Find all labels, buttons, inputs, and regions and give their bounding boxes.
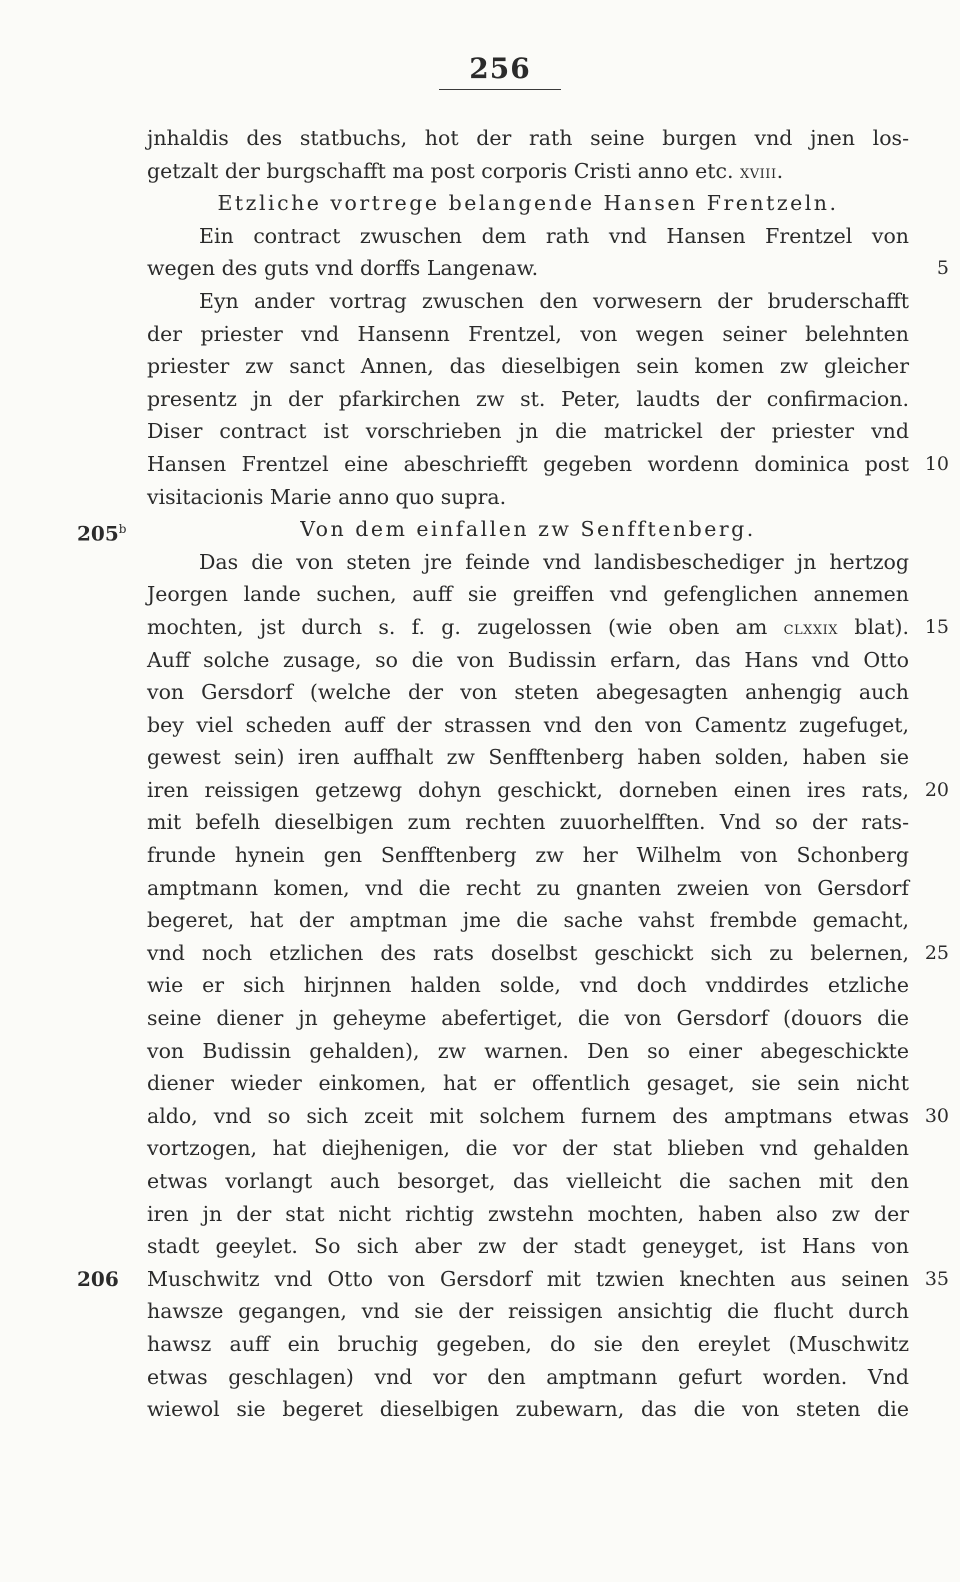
line-text: jnhaldis des statbuchs, hot der rath seine burgen vnd jnen los-	[147, 126, 909, 150]
line-text: seine diener jn geheyme abefertiget, die von Gersdorf (douors die	[147, 1006, 909, 1031]
text-line	[147, 937, 949, 970]
text-line	[147, 155, 909, 188]
text-line	[147, 806, 909, 839]
line-text: visitacionis Marie anno quo supra.	[147, 484, 507, 509]
line-text: amptmann komen, vnd die recht zu gnanten zweien von Gersdorf	[147, 875, 909, 900]
text-line	[147, 252, 949, 285]
text-line	[147, 1361, 909, 1394]
line-text: mit befelh dieselbigen zum rechten zuuorhelfften. Vnd so der rats-	[147, 810, 909, 835]
line-text: etwas geschlagen) vnd vor den amptmann gefurt worden. Vnd	[147, 1364, 909, 1389]
text-line	[147, 741, 909, 774]
line-text: wegen des guts vnd dorffs Langenaw.	[147, 256, 539, 281]
margin-folio-side: b	[118, 522, 127, 537]
margin-folio-mark	[77, 513, 126, 550]
text-line	[147, 904, 909, 937]
text-line	[147, 1230, 909, 1263]
line-text: stadt geeylet. So sich aber zw der stadt geneyget, ist Hans von	[147, 1234, 909, 1259]
line-text: Etzliche vortrege belangende Hansen Frentzeln.	[217, 191, 839, 216]
line-text: iren jn der stat nicht richtig zwstehn mochten, haben also zw der	[147, 1201, 909, 1226]
line-text: vnd noch etzlichen des rats doselbst geschickt sich zu belernen,	[147, 940, 909, 965]
text-line	[147, 1295, 909, 1328]
text-line	[147, 969, 909, 1002]
page-header	[0, 52, 960, 90]
line-text: etwas vorlangt auch besorget, das vielleicht die sachen mit den	[147, 1169, 909, 1193]
line-text: begeret, hat der amptman jme die sache vahst frembde gemacht,	[147, 908, 909, 933]
line-number: 10	[924, 452, 949, 475]
text-line	[147, 350, 909, 383]
text-line	[77, 1263, 949, 1296]
line-text: Hansen Frentzel eine abeschriefft gegeben wordenn dominica post	[147, 451, 909, 476]
text-line	[147, 481, 909, 514]
line-number: 5	[936, 257, 949, 280]
line-text: iren reissigen getzewg dohyn geschickt, dorneben einen ires rats,	[147, 777, 909, 802]
line-text: bey viel scheden auff der strassen vnd den von Camentz zugefuget,	[147, 712, 909, 737]
text-line	[147, 839, 909, 872]
line-number: 20	[924, 778, 949, 801]
line-text: Das die von steten jre feinde vnd landisbeschediger jn hertzog	[199, 549, 909, 574]
text-line	[147, 644, 909, 677]
line-text: hawsz auff ein bruchig gegeben, do sie den ereylet (Muschwitz	[147, 1331, 909, 1356]
line-number: 15	[924, 615, 949, 638]
line-text: frunde hynein gen Senfftenberg zw her Wilhelm von Schonberg	[147, 843, 909, 868]
line-number: 30	[924, 1104, 949, 1127]
line-number: 25	[924, 941, 949, 964]
line-text: Diser contract ist vorschrieben jn die matrickel der priester vnd	[147, 419, 909, 444]
text-line	[147, 383, 909, 416]
line-text: Auff solche zusage, so die von Budissin erfarn, das Hans vnd Otto	[147, 647, 909, 672]
line-text: Ein contract zwuschen dem rath vnd Hansen Frentzel von	[199, 223, 909, 248]
line-text: presentz jn der pfarkirchen zw st. Peter, laudts der confirmacion.	[147, 386, 909, 411]
text-line	[147, 1328, 909, 1361]
line-text: gewest sein) iren auffhalt zw Senfftenberg haben solden, haben sie	[147, 745, 909, 770]
text-line	[147, 1132, 909, 1165]
text-line	[147, 1002, 909, 1035]
text-line	[147, 1393, 909, 1426]
text-line	[147, 318, 909, 351]
text-line	[147, 1100, 949, 1133]
text-line	[147, 448, 949, 481]
text-line	[147, 1035, 909, 1068]
line-text: mochten, jst durch s. f. g. zugelossen (wie oben am CLXXIX blat).	[147, 614, 909, 639]
line-text: Muschwitz vnd Otto von Gersdorf mit tzwien knechten aus seinen	[147, 1266, 909, 1291]
text-line	[147, 122, 909, 155]
line-text: Jeorgen lande suchen, auff sie greiffen vnd gefenglichen annemen	[147, 582, 909, 607]
text-line	[147, 1165, 909, 1198]
text-line	[147, 220, 909, 253]
text-line	[147, 611, 949, 644]
line-text: priester zw sanct Annen, das dieselbigen sein komen zw gleicher	[147, 354, 909, 379]
section-heading	[147, 187, 909, 220]
line-text: diener wieder einkomen, hat er offentlich gesaget, sie sein nicht	[147, 1071, 909, 1096]
line-text: getzalt der burgschafft ma post corporis Cristi anno etc. XVIII.	[147, 158, 784, 183]
section-heading	[77, 513, 909, 546]
page-number: 256	[439, 52, 560, 90]
text-line	[147, 709, 909, 742]
line-number: 35	[924, 1267, 949, 1290]
line-text: wie er sich hirjnnen halden solde, vnd doch vnddirdes etzliche	[147, 973, 909, 998]
line-text: Eyn ander vortrag zwuschen den vorwesern der bruderschafft	[199, 288, 909, 313]
line-text: wiewol sie begeret dieselbigen zubewarn, das die von steten die	[147, 1397, 909, 1422]
text-line	[147, 1198, 909, 1231]
body-text	[77, 122, 949, 1426]
text-line	[147, 578, 909, 611]
text-line	[147, 774, 949, 807]
line-text: von Budissin gehalden), zw warnen. Den so einer abegeschickte	[147, 1038, 909, 1063]
text-line	[147, 872, 909, 905]
text-line	[147, 546, 909, 579]
line-text: von Gersdorf (welche der von steten abegesagten anhengig auch	[147, 680, 909, 705]
line-text: der priester vnd Hansenn Frentzel, von wegen seiner belehnten	[147, 321, 909, 346]
line-text: vortzogen, hat diejhenigen, die vor der stat blieben vnd gehalden	[147, 1136, 909, 1161]
line-text: hawsze gegangen, vnd sie der reissigen ansichtig die flucht durch	[147, 1299, 909, 1324]
line-text: aldo, vnd so sich zceit mit solchem furnem des amptmans etwas	[147, 1103, 909, 1128]
margin-folio-number: 205	[77, 521, 119, 546]
text-line	[147, 285, 909, 318]
text-line	[147, 415, 909, 448]
line-text: Von dem einfallen zw Senfftenberg.	[300, 517, 756, 542]
text-line	[147, 676, 909, 709]
text-line	[147, 1067, 909, 1100]
margin-folio-mark	[77, 1263, 119, 1296]
margin-folio-number: 206	[77, 1266, 119, 1291]
